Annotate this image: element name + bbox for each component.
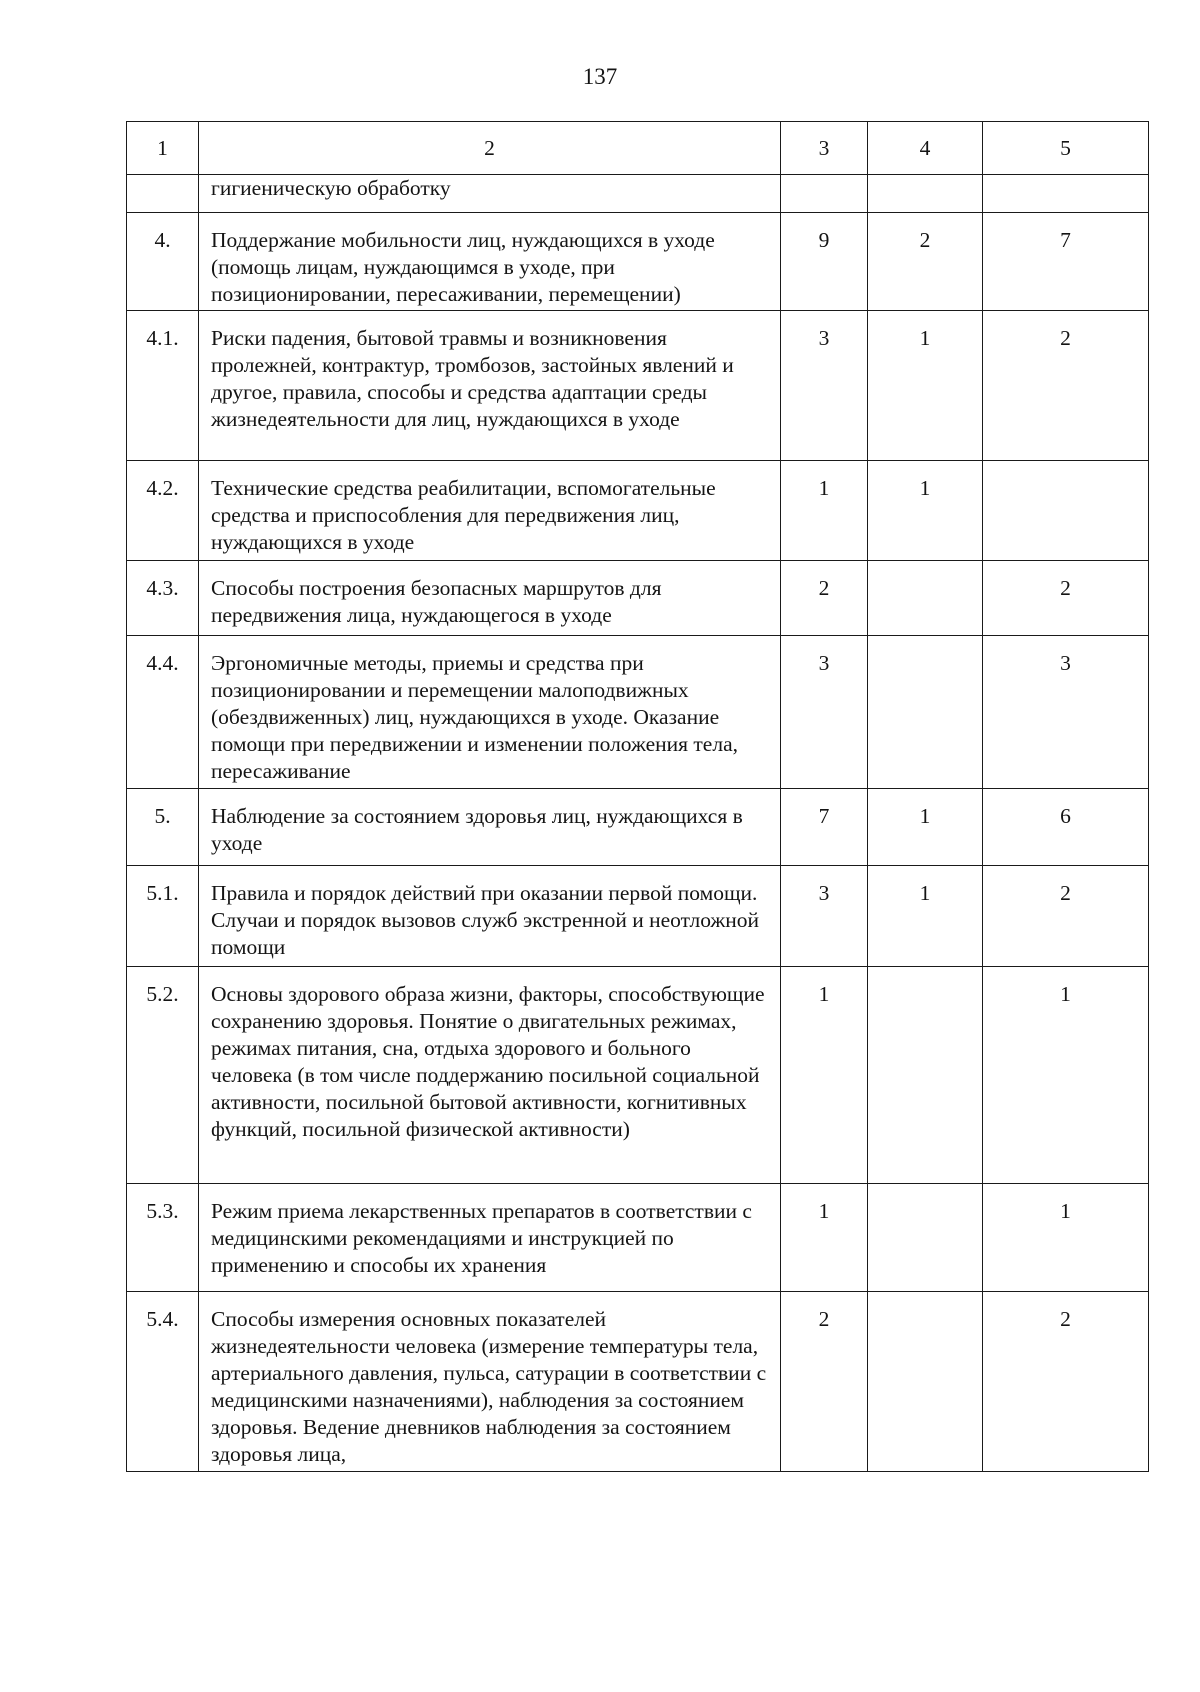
row-practice-hours: 3 (983, 636, 1149, 789)
row-practice-hours: 1 (983, 1184, 1149, 1292)
table-row (127, 866, 1149, 967)
row-total-hours: 1 (781, 1184, 868, 1292)
header-cell-5: 5 (983, 122, 1149, 175)
table-row (127, 1292, 1149, 1472)
continuation-num-cell (127, 175, 199, 213)
row-number: 5.2. (127, 967, 199, 1184)
row-topic: Правила и порядок действий при оказании первой помощи. Случаи и порядок вызовов служб экстренной и неотложной помощи (199, 866, 781, 967)
row-total-hours: 1 (781, 461, 868, 561)
row-total-hours: 9 (781, 213, 868, 311)
row-topic: Эргономичные методы, приемы и средства при позиционировании и перемещении малоподвижных (обездвиженных) лиц, нуждающихся в уходе. Оказание помощи при передвижении и изменении положения тела, пересаживание (199, 636, 781, 789)
table-row (127, 561, 1149, 636)
row-theory-hours (868, 967, 983, 1184)
row-theory-hours (868, 1184, 983, 1292)
header-cell-3: 3 (781, 122, 868, 175)
continuation-c5-cell (983, 175, 1149, 213)
row-topic: Способы построения безопасных маршрутов для передвижения лица, нуждающегося в уходе (199, 561, 781, 636)
table-row (127, 213, 1149, 311)
continuation-row (127, 175, 1149, 213)
row-practice-hours (983, 461, 1149, 561)
row-total-hours: 7 (781, 789, 868, 866)
row-number: 5.1. (127, 866, 199, 967)
row-number: 4.4. (127, 636, 199, 789)
row-total-hours: 3 (781, 311, 868, 461)
table-row (127, 789, 1149, 866)
row-number: 4.3. (127, 561, 199, 636)
row-total-hours: 1 (781, 967, 868, 1184)
row-practice-hours: 2 (983, 561, 1149, 636)
row-total-hours: 3 (781, 866, 868, 967)
row-number: 4. (127, 213, 199, 311)
row-practice-hours: 1 (983, 967, 1149, 1184)
row-practice-hours: 2 (983, 311, 1149, 461)
row-topic: Технические средства реабилитации, вспомогательные средства и приспособления для передвижения лиц, нуждающихся в уходе (199, 461, 781, 561)
continuation-c3-cell (781, 175, 868, 213)
row-number: 5.3. (127, 1184, 199, 1292)
table-body (127, 122, 1149, 1472)
row-theory-hours (868, 561, 983, 636)
row-theory-hours: 2 (868, 213, 983, 311)
curriculum-table (126, 121, 1149, 1472)
continuation-c4-cell (868, 175, 983, 213)
row-theory-hours: 1 (868, 311, 983, 461)
row-number: 5.4. (127, 1292, 199, 1472)
row-total-hours: 3 (781, 636, 868, 789)
header-cell-4: 4 (868, 122, 983, 175)
header-cell-1: 1 (127, 122, 199, 175)
table-row (127, 636, 1149, 789)
continuation-text: гигиеническую обработку (199, 175, 781, 213)
row-topic: Риски падения, бытовой травмы и возникновения пролежней, контрактур, тромбозов, застойных явлений и другое, правила, способы и средства адаптации среды жизнедеятельности для лиц, нуждающихся в уходе (199, 311, 781, 461)
row-practice-hours: 7 (983, 213, 1149, 311)
row-practice-hours: 2 (983, 866, 1149, 967)
table-row (127, 1184, 1149, 1292)
table-row (127, 967, 1149, 1184)
row-theory-hours (868, 1292, 983, 1472)
row-topic: Поддержание мобильности лиц, нуждающихся в уходе (помощь лицам, нуждающимся в уходе, при позиционировании, пересаживании, перемещении) (199, 213, 781, 311)
row-theory-hours: 1 (868, 789, 983, 866)
row-number: 4.2. (127, 461, 199, 561)
row-number: 5. (127, 789, 199, 866)
row-topic: Основы здорового образа жизни, факторы, способствующие сохранению здоровья. Понятие о двигательных режимах, режимах питания, сна, отдыха здорового и больного человека (в том числе поддержанию посильной социальной активности, посильной бытовой активности, когнитивных функций, посильной физической активности) (199, 967, 781, 1184)
row-topic: Наблюдение за состоянием здоровья лиц, нуждающихся в уходе (199, 789, 781, 866)
row-practice-hours: 2 (983, 1292, 1149, 1472)
row-number: 4.1. (127, 311, 199, 461)
header-row (127, 122, 1149, 175)
row-total-hours: 2 (781, 1292, 868, 1472)
row-topic: Способы измерения основных показателей жизнедеятельности человека (измерение температуры тела, артериального давления, пульса, сатурации в соответствии с медицинскими назначениями), наблюдения за состоянием здоровья. Ведение дневников наблюдения за состоянием здоровья лица, (199, 1292, 781, 1472)
row-theory-hours: 1 (868, 461, 983, 561)
table-row (127, 461, 1149, 561)
header-cell-2: 2 (199, 122, 781, 175)
row-total-hours: 2 (781, 561, 868, 636)
page-number: 137 (582, 64, 618, 89)
row-theory-hours: 1 (868, 866, 983, 967)
row-theory-hours (868, 636, 983, 789)
row-topic: Режим приема лекарственных препаратов в соответствии с медицинскими рекомендациями и инструкцией по применению и способы их хранения (199, 1184, 781, 1292)
row-practice-hours: 6 (983, 789, 1149, 866)
table-row (127, 311, 1149, 461)
